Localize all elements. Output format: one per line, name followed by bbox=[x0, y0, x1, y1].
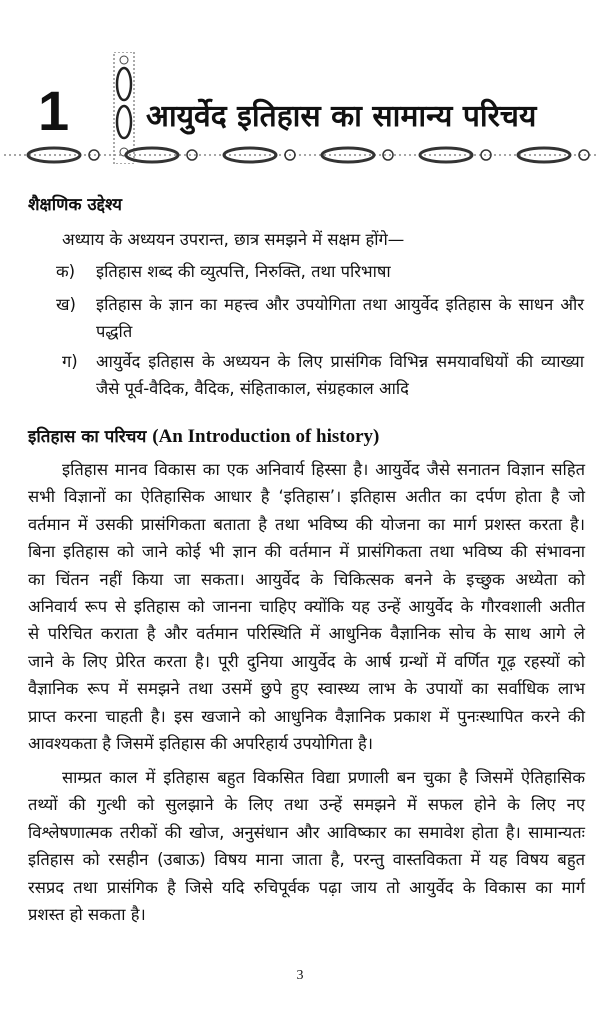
paragraph-line: अनिवार्य रूप से इतिहास को जानना चाहिए क्योंकि यह उन्हें आयुर्वेद के गौरवशाली अतीत bbox=[28, 597, 585, 616]
paragraph-line: प्रशस्त हो सकता है। bbox=[28, 905, 146, 924]
item-text: पद्धति bbox=[96, 322, 133, 341]
objectives-intro: अध्याय के अध्ययन उपरान्त, छात्र समझने में सक्षम होंगे— bbox=[62, 230, 405, 249]
paragraph-line: प्राप्त करना चाहती है। इस खजाने को आधुनिक वैज्ञानिक प्रकाश में पुनःस्थापित करने की bbox=[28, 706, 585, 726]
horizontal-ornament-band-icon bbox=[4, 144, 596, 166]
page-number: 3 bbox=[296, 968, 304, 983]
item-text: इतिहास शब्द की व्युत्पत्ति, निरुक्ति, तथा परिभाषा bbox=[96, 262, 391, 281]
item-label: ख) bbox=[56, 295, 76, 314]
item-text: जैसे पूर्व-वैदिक, वैदिक, संहिताकाल, संग्रहकाल आदि bbox=[96, 379, 409, 398]
paragraph-line: विश्लेषणात्मक तरीकों की खोज, अनुसंधान और आविष्कार का समावेश होता है। सामान्यतः bbox=[28, 822, 585, 842]
item-label: क) bbox=[56, 262, 76, 281]
paragraph-line: रसप्रद तथा प्रासंगिक है जिसे यदि रुचिपूर्वक पढ़ा जाय तो आयुर्वेद के विकास का मार्ग bbox=[28, 877, 585, 897]
paragraph-line: आवश्यकता है जिसमें इतिहास की अपरिहार्य उपयोगिता है। bbox=[28, 734, 374, 753]
paragraph-line: सभी विज्ञानों का ऐतिहासिक आधार है ‘इतिहास’। इतिहास अतीत का दर्पण होता है जो bbox=[28, 487, 585, 507]
paragraph-line: वैज्ञानिक रूप में समझने तथा उसमें छुपे हुए स्वास्थ्य लाभ के उपायों का सर्वाधिक लाभ bbox=[28, 679, 585, 699]
paragraph-line: साम्प्रत काल में इतिहास बहुत विकसित विद्या प्रणाली बन चुका है जिसमें ऐतिहासिक bbox=[62, 768, 585, 787]
item-text: इतिहास के ज्ञान का महत्त्व और उपयोगिता तथा आयुर्वेद इतिहास के साधन और bbox=[96, 295, 584, 314]
chapter-number: 1 bbox=[38, 79, 70, 142]
paragraph-line: जाने के लिए प्रेरित करता है। पूरी दुनिया आयुर्वेद के आर्ष ग्रन्थों में वर्णित गूढ़ रहस्यों को bbox=[28, 651, 585, 671]
paragraph-line: का चिंतन नहीं किया जा सकता। आयुर्वेद के चिकित्सक बनने के इच्छुक अध्येता को bbox=[28, 569, 585, 589]
paragraph-line: वर्तमान में उसकी प्रासंगिकता बताता है तथा भविष्य की योजना का मार्ग प्रशस्त करता है। bbox=[28, 514, 585, 534]
paragraph-line: इतिहास को रसहीन (उबाऊ) विषय माना जाता है, परन्तु वास्तविकता में यह विषय बहुत bbox=[28, 850, 585, 870]
paragraph-line: इतिहास मानव विकास का एक अनिवार्य हिस्सा है। आयुर्वेद जैसे सनातन विज्ञान सहित bbox=[62, 460, 585, 479]
item-label: ग) bbox=[62, 352, 78, 371]
paragraph-line: बिना इतिहास को जाने कोई भी ज्ञान की वर्तमान में प्रासंगिकता तथा भविष्य की संभावना bbox=[28, 542, 585, 562]
paragraph-line: से परिचित कराता है और वर्तमान परिस्थिति में आधुनिक वैज्ञानिक सोच के साथ आगे ले bbox=[28, 624, 585, 644]
objectives-heading: शैक्षणिक उद्देश्य bbox=[28, 195, 123, 215]
section-heading-english: (An Introduction of history) bbox=[152, 426, 380, 447]
chapter-title: आयुर्वेद इतिहास का सामान्य परिचय bbox=[146, 99, 537, 134]
paragraph-line: तथ्यों की गुत्थी को सुलझाने के लिए तथा उन्हें समझने में सफल होने के लिए नए bbox=[28, 795, 585, 815]
item-text: आयुर्वेद इतिहास के अध्ययन के लिए प्रासंगिक विभिन्न समयावधियों की व्याख्या bbox=[96, 352, 584, 371]
section-heading bbox=[28, 425, 379, 449]
section-heading-hindi: इतिहास का परिचय bbox=[28, 427, 147, 447]
